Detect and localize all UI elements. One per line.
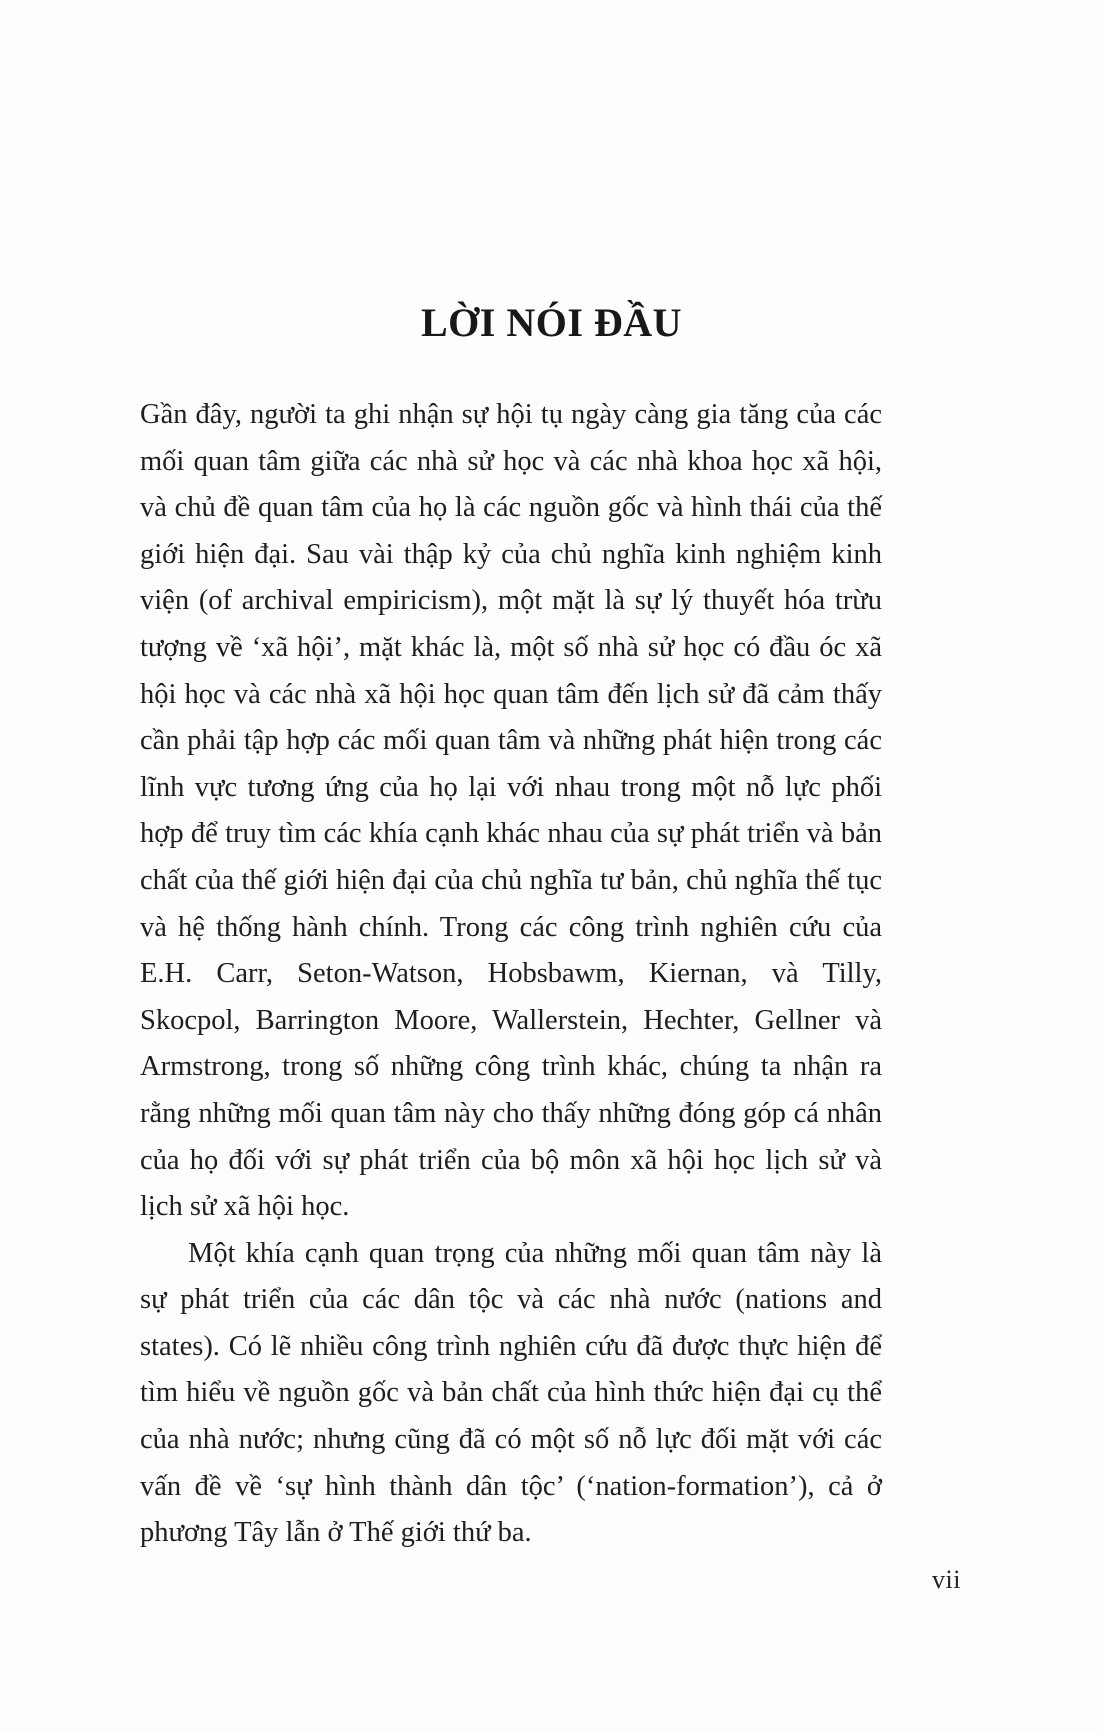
page-title: LỜI NÓI ĐẦU (420, 299, 683, 345)
paragraph-2: Một khía cạnh quan trọng của những mối quan tâm này là sự phát triển của các dân tộc và các nhà nước (nations and states). Có lẽ nhiều công trình nghiên cứu đã được thực hiện để tìm hiểu về nguồn gốc và bản chất của hình thức hiện đại cụ thể của nhà nước; nhưng cũng đã có một số nỗ lực đối mặt với các vấn đề về ‘sự hình thành dân tộc’ (‘nation-formation’), cả ở phương Tây lẫn ở Thế giới thứ ba. (140, 1237, 882, 1549)
paragraph-1: Gần đây, người ta ghi nhận sự hội tụ ngày càng gia tăng của các mối quan tâm giữa các nhà sử học và các nhà khoa học xã hội, và chủ đề quan tâm của họ là các nguồn gốc và hình thái của thế giới hiện đại. Sau vài thập kỷ của chủ nghĩa kinh nghiệm kinh viện (of archival empiricism), một mặt là sự lý thuyết hóa trừu tượng về ‘xã hội’, mặt khác là, một số nhà sử học có đầu óc xã hội học và các nhà xã hội học quan tâm đến lịch sử đã cảm thấy cần phải tập hợp các mối quan tâm và những phát hiện trong các lĩnh vực tương ứng của họ lại với nhau trong một nỗ lực phối hợp để truy tìm các khía cạnh khác nhau của sự phát triển và bản chất của thế giới hiện đại của chủ nghĩa tư bản, chủ nghĩa thế tục và hệ thống hành chính. Trong các công trình nghiên cứu của E.H. Carr, Seton-Watson, Hobsbawm, Kiernan, và Tilly, Skocpol, Barrington Moore, Wallerstein, Hechter, Gellner và Armstrong, trong số những công trình khác, chúng ta nhận ra rằng những mối quan tâm này cho thấy những đóng góp cá nhân của họ đối với sự phát triển của bộ môn xã hội học lịch sử và lịch sử xã hội học. (140, 399, 882, 1223)
body-text-block (140, 392, 882, 1557)
page-number: vii (932, 1565, 961, 1594)
